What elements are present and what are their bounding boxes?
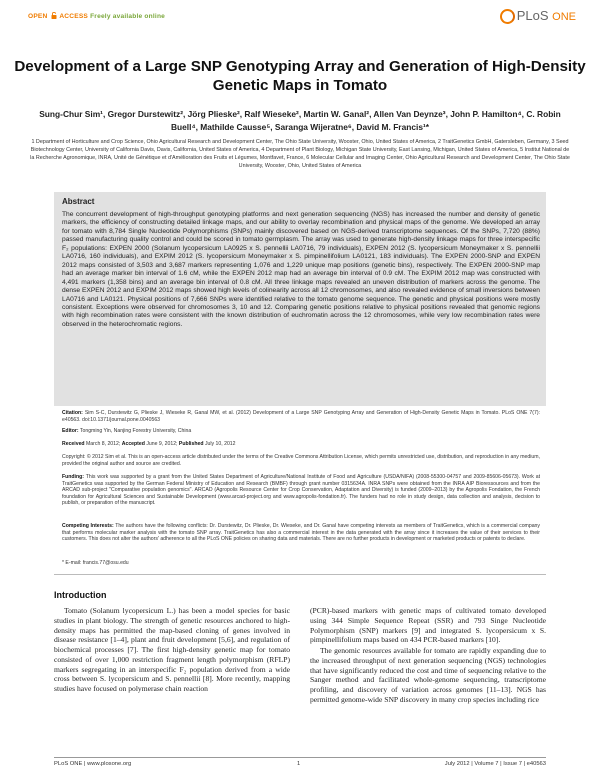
citation-text: Sim S-C, Durstewitz G, Plieske J, Wieseke R, Ganal MW, et al. (2012) Development of a Large SNP Genotyping Array and Generation of High-Density Genetic Maps in Tomato. PLoS ONE 7(7): e40563. doi:10.1371/journal.pone.0040563 xyxy=(62,410,540,423)
logo-plos-text: PLoS xyxy=(516,8,549,23)
access-label: ACCESS xyxy=(59,13,89,20)
received-date: March 8, 2012; xyxy=(86,441,121,447)
intro-paragraph: The genomic resources available for tomato are rapidly expanding due to the increased throughput of next generation sequencing (NGS) technologies that have significantly reduced the cost and time of sequencing relative to the Sanger method and facilitated whole-genome sequencing, transcriptome profiling, and discovery of variation across genomes [11–13]. NGS has permitted genome-wide SNP discovery in many crop species including rice xyxy=(310,646,546,704)
abstract-text: The concurrent development of high-throughput genotyping platforms and next generation sequencing (NGS) has increased the number and density of genetic markers, the efficiency of constructing detailed linkage maps, and our ability to overlay recombination and physical maps of the genome. We developed an array for tomato with 8,784 Single Nucleotide Polymorphisms (SNPs) mainly discovered based on NGS-derived transcriptome sequences. Of the SNPs, 7,720 (88%) passed manufacturing quality control and could be scored in tomato germplasm. The array was used to generate high-density linkage maps for three interspecific F₂ populations: EXPEN 2000 (Solanum lycopersicum LA0925 x S. pennellii LA0716, 79 individuals), EXPEN 2012 (S. lycopersicum Moneymaker x S. pennellii LA0716, 160 individuals), and EXPIM 2012 (S. lycopersicum Moneymaker x S. pimpinellifolium LA0121, 183 individuals). The EXPEN 2000-SNP and EXPEN 2012 maps consisted of 3,503 and 3,687 markers representing 1,076 and 1,229 unique map positions (genetic bins), respectively. The EXPEN 2000-SNP map had an average marker bin interval of 1.6 cM, while the EXPEN 2012 map had an average bin interval of 0.9 cM. The EXPIM 2012 map was constructed with 4,491 markers (1,358 bins) and an average bin interval of 0.8 cM. All three linkage maps revealed an uneven distribution of markers across the genome. The dense EXPEN 2012 and EXPIM 2012 maps showed high levels of colinearity across all 12 chromosomes, and also revealed evidence of small inversions between LA0716 and LA0121. Physical positions of 7,666 SNPs were identified relative to the tomato genome sequence. The genetic and physical positions were mostly consistent. Exceptions were observed for chromosomes 3, 10 and 12. Comparing genetic positions relative to physical positions revealed that genomic regions with high recombination rates were consistent with the known distribution of euchromatin across the 12 chromosomes, while very low recombination rates were observed in the heterochromatic regions. xyxy=(62,211,540,328)
plos-logo-icon xyxy=(500,9,515,24)
dates xyxy=(62,441,540,448)
footer-journal: PLoS ONE | www.plosone.org xyxy=(54,761,132,767)
open-label: OPEN xyxy=(28,13,48,20)
published-label: Published xyxy=(178,441,204,447)
competing-interests xyxy=(62,523,540,543)
intro-right-column xyxy=(310,606,546,705)
plos-one-logo xyxy=(500,8,576,24)
divider xyxy=(54,574,546,575)
affiliations: 1 Department of Horticulture and Crop Science, Ohio Agricultural Research and Development Center, The Ohio State University, Wooster, Ohio, United States of America, 2 TraitGenetics GmbH, Gatersleben, Germany, 3 Seed Biotechnology Center, University of California Davis, Davis, California, United States of America, 4 Department of Plant Biology, Michigan State University, East Lansing, Michigan, United States of America, 5 Institut National de la Recherche Agronomique, INRA, Unité de Génétique et d'Amélioration des Fruits et Légumes, Montfavet, France, 6 Molecular Cellular and Imaging Center, Ohio Agricultural Research and Development Center, The Ohio State University, Wooster, Ohio, United States of America xyxy=(30,139,570,169)
corresponding-email[interactable]: * E-mail: francis.77@osu.edu xyxy=(62,560,129,566)
accepted-label: Accepted xyxy=(121,441,145,447)
intro-paragraph: (PCR)-based markers with genetic maps of cultivated tomato developed using 344 Simple Sequence Repeat (SSR) and 793 Singe Nucleotide Polymorphism (SNP) markers [9] and integrated S. lycopersicum x S. pimpinellifolium maps based on 434 PCR-based markers [10]. xyxy=(310,606,546,645)
logo-one-text: ONE xyxy=(552,11,576,23)
competing-text: The authors have the following conflicts: Dr. Durstewitz, Dr. Plieske, Dr. Wieseke, and Dr. Ganal have competing interests as members of TraitGenetics, which is a commercial company that performs molecular marker analysis with the tomato SNP array. TraitGenetics has also a commercial interest in the data generated with the array since it increases the value of their services to their customers. This does not alter the authors' adherence to all the PLoS ONE policies on sharing data and materials. There are no further products in development or marketed products or patents to declare. xyxy=(62,523,540,543)
editor-label: Editor: xyxy=(62,428,79,434)
accepted-date: June 9, 2012; xyxy=(146,441,178,447)
received-label: Received xyxy=(62,441,85,447)
footer-issue: July 2012 | Volume 7 | Issue 7 | e40563 xyxy=(444,761,546,767)
funding xyxy=(62,474,540,507)
top-bar xyxy=(0,0,600,36)
citation xyxy=(62,410,540,423)
author-list: Sung-Chur Sim¹, Gregor Durstewitz², Jörg Plieske², Ralf Wieseke², Martin W. Ganal², Allen Van Deynze³, John P. Hamilton⁴, C. Robin Buell⁴, Mathilde Causse⁵, Saranga Wijeratne⁶, David M. Francis¹* xyxy=(39,109,561,132)
intro-paragraph: Tomato (Solanum lycopersicum L.) has been a model species for basic studies in plant biology. The strength of genetic resources anchored to high-density maps has permitted the map-based cloning of genes involved in disease resistance [1–4], plant and fruit development [5,6], and regulation of biochemical processes [7]. The first high-density genetic map for tomato consisted of over 1,000 restriction fragment length polymorphism (RFLP) markers segregating in an interspecific F₂ population derived from a wide cross between S. lycopersicum and S. pennellii [8]. More recently, mapping studies have focused on polymerase chain reaction xyxy=(54,606,290,693)
footer-divider xyxy=(54,757,546,758)
funding-text: This work was supported by a grant from the United States Department of Agriculture/National Institute of Food and Agriculture (USDA/NIFA) (2008-55300-04757 and 2009-85606-05673). Work at TraitGenetics was supported by the German Federal Ministry of Education and Research (BMBF) through grant number 0315634A. INRA SNPs were obtained from the INRA AIP Bioressources and from the ARCAD sub-project "Comparative population genomics". ARCAD (Agropolis Resource Center for Crop Conservation, Adaptation and Diversity) is funded (2009–2013) by the Agropolis Fondation, the French foundation for Agricultural Sciences and Sustainable Development (www.arcad-project.org and www.agropolis-fondation.fr). The funders had no role in study design, data collection and analysis, decision to publish, or preparation of the manuscript. xyxy=(62,474,540,507)
editor xyxy=(62,428,540,435)
freely-available-label: Freely available online xyxy=(90,13,166,20)
editor-text: Tongming Yin, Nanjing Forestry University, China xyxy=(79,428,192,434)
introduction-heading: Introduction xyxy=(54,590,107,600)
open-lock-icon xyxy=(51,12,57,19)
published-date: July 10, 2012 xyxy=(204,441,236,447)
open-access-banner xyxy=(28,12,165,20)
copyright: Copyright: © 2012 Sim et al. This is an open-access article distributed under the terms of the Creative Commons Attribution License, which permits unrestricted use, distribution, and reproduction in any medium, provided the original author and source are credited. xyxy=(62,454,540,467)
competing-label: Competing Interests: xyxy=(62,523,114,529)
article-title: Development of a Large SNP Genotyping Array and Generation of High-Density Genetic Maps in Tomato xyxy=(14,58,586,94)
funding-label: Funding: xyxy=(62,474,84,480)
intro-left-column xyxy=(54,606,290,694)
footer-page-number: 1 xyxy=(297,761,301,767)
abstract-heading: Abstract xyxy=(62,197,95,206)
citation-label: Citation: xyxy=(62,410,83,416)
